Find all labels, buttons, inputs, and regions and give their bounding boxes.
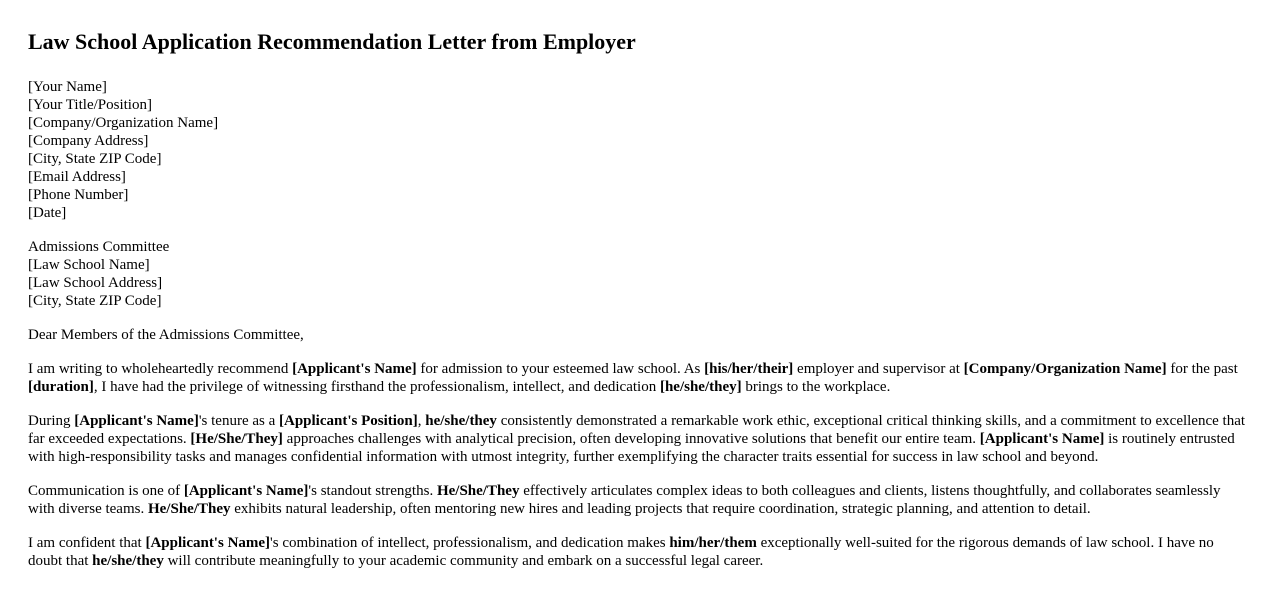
placeholder-text: [he/she/they] bbox=[659, 379, 742, 395]
body-text: Communication is one of bbox=[28, 483, 184, 499]
placeholder-text: [Applicant's Name] bbox=[292, 361, 417, 377]
sender-company-address: [Company Address] bbox=[28, 133, 149, 149]
body-text: effectively articulates complex ideas to both colleagues and clients, listens thoughtfully, and collaborates seamlessly with diverse teams. bbox=[28, 483, 1221, 517]
body-text: I am confident that bbox=[28, 535, 146, 551]
salutation: Dear Members of the Admissions Committee, bbox=[28, 327, 304, 343]
placeholder-text: He/She/They bbox=[147, 501, 231, 517]
sender-name: [Your Name] bbox=[28, 79, 107, 95]
body-text: exhibits natural leadership, often mentoring new hires and leading projects that require coordination, strategic planning, and attention to detail. bbox=[230, 501, 1091, 517]
placeholder-text: [Applicant's Position] bbox=[279, 413, 418, 429]
sender-title: [Your Title/Position] bbox=[28, 97, 152, 113]
placeholder-text: [Applicant's Name] bbox=[74, 413, 199, 429]
placeholder-text: [Company/Organization Name] bbox=[963, 361, 1167, 377]
sender-city-state-zip: [City, State ZIP Code] bbox=[28, 151, 162, 167]
body-text: is routinely entrusted with high-responsibility tasks and manages confidential information with utmost integrity, further exemplifying the character traits essential for success in law school and beyond. bbox=[28, 431, 1235, 465]
placeholder-text: [Applicant's Name] bbox=[145, 535, 271, 551]
recipient-school-name: [Law School Name] bbox=[28, 257, 150, 273]
recipient-school-address: [Law School Address] bbox=[28, 275, 163, 291]
placeholder-text: [He/She/They] bbox=[190, 431, 283, 447]
placeholder-text: He/She/They bbox=[436, 483, 520, 499]
placeholder-text: [Applicant's Name] bbox=[979, 431, 1105, 447]
body-text: 's tenure as a bbox=[198, 413, 279, 429]
placeholder-text: he/she/they bbox=[425, 413, 497, 429]
placeholder-text: [Applicant's Name] bbox=[183, 483, 309, 499]
body-paragraph-2 bbox=[28, 412, 1250, 466]
body-text: for the past bbox=[1166, 361, 1238, 377]
body-paragraph-1 bbox=[28, 360, 1250, 396]
recipient-city-state-zip: [City, State ZIP Code] bbox=[28, 293, 162, 309]
sender-address-block bbox=[28, 78, 1250, 222]
body-text: consistently demonstrated a remarkable work ethic, exceptional critical thinking skills, and a commitment to excellence that far exceeded expectations. bbox=[28, 413, 1246, 447]
body-text: approaches challenges with analytical precision, often developing innovative solutions that benefit our entire team. bbox=[282, 431, 980, 447]
body-text: , bbox=[417, 413, 426, 429]
sender-phone: [Phone Number] bbox=[28, 187, 129, 203]
recipient-address-block bbox=[28, 238, 1250, 310]
placeholder-text: him/her/them bbox=[669, 535, 757, 551]
body-text: exceptionally well-suited for the rigorous demands of law school. I have no doubt that bbox=[28, 535, 1214, 569]
body-text: brings to the workplace. bbox=[741, 379, 891, 395]
body-text: for admission to your esteemed law school. As bbox=[416, 361, 705, 377]
sender-company: [Company/Organization Name] bbox=[28, 115, 219, 131]
placeholder-text: he/she/they bbox=[92, 553, 164, 569]
sender-email: [Email Address] bbox=[28, 169, 126, 185]
placeholder-text: [duration] bbox=[28, 379, 94, 395]
page-title: Law School Application Recommendation Letter from Employer bbox=[28, 29, 636, 54]
body-text: 's standout strengths. bbox=[308, 483, 437, 499]
body-text: I am writing to wholeheartedly recommend bbox=[28, 361, 293, 377]
body-text: will contribute meaningfully to your academic community and embark on a successful legal career. bbox=[163, 553, 764, 569]
body-paragraph-4 bbox=[28, 534, 1250, 570]
body-text: 's combination of intellect, professionalism, and dedication makes bbox=[270, 535, 670, 551]
body-paragraph-3 bbox=[28, 482, 1250, 518]
recipient-committee: Admissions Committee bbox=[28, 239, 170, 255]
body-text: During bbox=[28, 413, 75, 429]
body-text: , I have had the privilege of witnessing firsthand the professionalism, intellect, and dedication bbox=[93, 379, 660, 395]
placeholder-text: [his/her/their] bbox=[704, 361, 794, 377]
body-text: employer and supervisor at bbox=[793, 361, 964, 377]
letter-body bbox=[28, 360, 1250, 570]
letter-date: [Date] bbox=[28, 205, 67, 221]
